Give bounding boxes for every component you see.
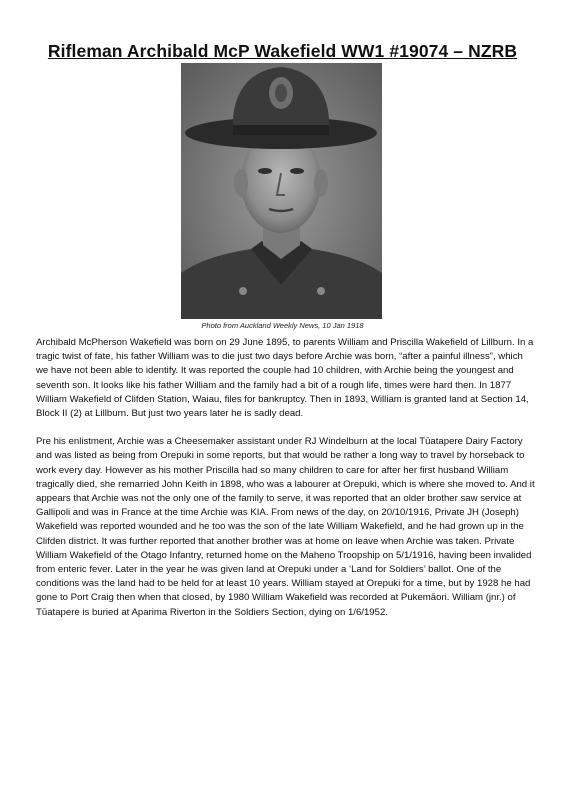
paragraph-enlistment-and-siblings: Pre his enlistment, Archie was a Cheesemaker assistant under RJ Windelburn at the local Tūatapere Dairy Factory and was listed as being from Orepuki in some reports, but that would be rather a long way to travel by horseback to work every day. However as his mother Priscilla had so many children to care for after her first husband William tragically died, she remarried John Keith in 1898, who was a labourer at Orepuki, which is where she moved to. And it appears that Archie was not the only one of the family to serve, it was reported that an older brother saw service at Gallipoli and was in France at the time Archie was KIA. From news of the day, on 20/10/1916, Private JH (Joseph) Wakefield was reported wounded and he too was the son of the late William Wakefield, and he had grown up in the Clifden district. It was further reported that another brother was at home on leave when Archie was taken. Private William Wakefield of the Otago Infantry, returned home on the Maheno Troopship on 5/1/1916, having been invalided from enteric fever. Later in the year he was given land at Orepuki under a ‘Land for Soldiers’ ballot. One of the conditions was the land had to be held for at least 10 years. William stayed at Orepuki for a time, but by 1928 he had gone to Port Craig then when that closed, by 1980 William Wakefield was recorded at Pukemāori. William (jnr.) of Tūatapere is buried at Aparima Riverton in the Soldiers Section, dying on 1/6/1952. — [36, 436, 535, 618]
paragraph-birth-and-family: Archibald McPherson Wakefield was born on 29 June 1895, to parents William and Priscilla Wakefield of Lillburn. In a tragic twist of fate, his father William was to die just two days before Archie was born, “after a painful illness”, which we have not been able to identify. It was reported the couple had 10 children, with Archie being the youngest and seventh son. It looks like his father William and the family had a bit of a rough life, times were hard then. In 1877 William Wakefield of Clifden Station, Waiau, files for bankruptcy. Then in 1893, William is granted land at Section 14, Block II (2) at Lillburn. But just two years later he is sadly dead. — [36, 337, 534, 420]
portrait-illustration — [181, 63, 382, 319]
article-body — [36, 336, 535, 634]
photo-caption: Photo from Auckland Weekly News, 10 Jan 1918 — [201, 321, 364, 330]
page-title: Rifleman Archibald McP Wakefield WW1 #19074 – NZRB — [47, 41, 518, 61]
soldier-portrait-photo — [181, 63, 382, 319]
